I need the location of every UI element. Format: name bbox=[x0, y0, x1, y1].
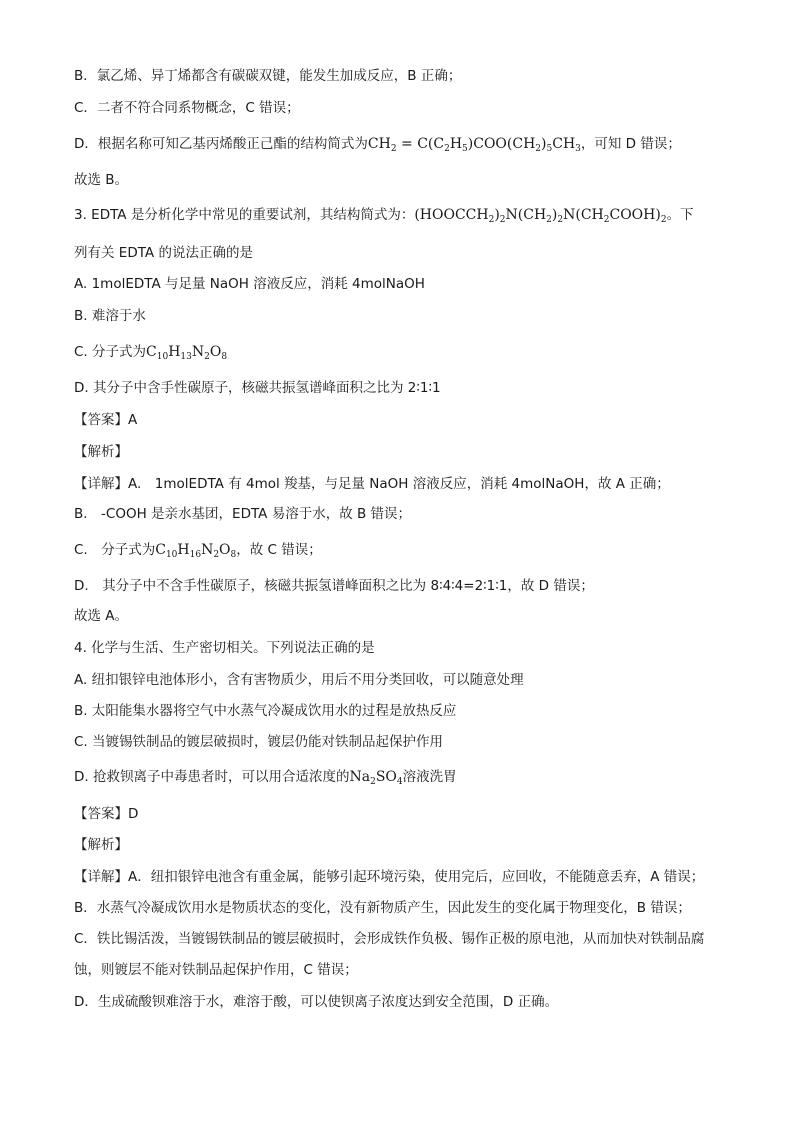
q2-analysis-d-text: D．根据名称可知乙基丙烯酸正己酯的结构简式为 bbox=[74, 136, 368, 152]
q3-stem bbox=[74, 205, 744, 225]
q3-stem-text: 3. EDTA 是分析化学中常见的重要试剂，其结构简式为： bbox=[74, 207, 415, 223]
q2-analysis-d-tail: ，可知 D 错误； bbox=[580, 136, 681, 152]
q4-option-d-text: D. 抢救钡离子中毒患者时，可以用合适浓度的 bbox=[74, 769, 350, 785]
q4-stem: 4. 化学与生活、生产密切相关。下列说法正确的是 bbox=[74, 640, 375, 656]
q4-option-d bbox=[74, 767, 744, 787]
q3-option-c-text: C. 分子式为 bbox=[74, 344, 147, 360]
q3-option-a: A. 1molEDTA 与足量 NaOH 溶液反应，消耗 4molNaOH bbox=[74, 276, 425, 292]
q3-detail-d: D. 其分子中不含手性碳原子，核磁共振氢谱峰面积之比为 8∶4∶4=2∶1∶1，故 D 错误； bbox=[74, 578, 594, 594]
q4-detail-c-cont: 蚀，则镀层不能对铁制品起保护作用，C 错误； bbox=[74, 962, 358, 978]
q4-analysis-title: 【解析】 bbox=[74, 837, 128, 853]
q3-detail-c-formula: $C_{10}H_{16}N_2O_8$ bbox=[155, 542, 237, 560]
q3-answer: 【答案】A bbox=[74, 412, 138, 428]
q3-detail-c bbox=[74, 540, 744, 560]
q3-option-b: B. 难溶于水 bbox=[74, 308, 146, 324]
q4-option-b: B. 太阳能集水器将空气中水蒸气冷凝成饮用水的过程是放热反应 bbox=[74, 703, 457, 719]
q4-option-a: A. 纽扣银锌电池体形小，含有害物质少，用后不用分类回收，可以随意处理 bbox=[74, 672, 524, 688]
q3-detail-b: B. -COOH 是亲水基团，EDTA 易溶于水，故 B 错误； bbox=[74, 506, 412, 522]
q4-detail-d: D．生成硫酸钡难溶于水，难溶于酸，可以使钡离子浓度达到安全范围，D 正确。 bbox=[74, 994, 559, 1010]
q3-detail-a: 【详解】A. 1molEDTA 有 4mol 羧基，与足量 NaOH 溶液反应，消耗 4molNaOH，故 A 正确； bbox=[74, 476, 670, 492]
q4-detail-a: 【详解】A．纽扣银锌电池含有重金属，能够引起环境污染，使用完后，应回收，不能随意丢弃，A 错误； bbox=[74, 869, 705, 885]
q4-answer: 【答案】D bbox=[74, 806, 139, 822]
q4-option-d-tail: 溶液洗胃 bbox=[402, 769, 457, 785]
q3-stem-tail: 。下 bbox=[666, 207, 694, 223]
q2-ester-formula: $CH_2 = C(C_2H_5)COO(CH_2)_5CH_3$ bbox=[367, 136, 581, 154]
q4-detail-c: C．铁比锡活泼，当镀锡铁制品的镀层破损时，会形成铁作负极、锡作正极的原电池，从而加快对铁制品腐 bbox=[74, 931, 705, 947]
q3-detail-c-text: C. 分子式为 bbox=[74, 542, 156, 558]
q3-edta-formula: $(HOOCCH_2)_2N(CH_2)_2N(CH_2COOH)_2$ bbox=[414, 207, 667, 225]
q3-option-c bbox=[74, 342, 744, 362]
q3-option-d: D. 其分子中含手性碳原子，核磁共振氢谱峰面积之比为 2∶1∶1 bbox=[74, 380, 441, 396]
q2-conclusion: 故选 B。 bbox=[74, 172, 129, 188]
q2-analysis-b: B．氯乙烯、异丁烯都含有碳碳双键，能发生加成反应，B 正确； bbox=[74, 68, 462, 84]
q2-analysis-d bbox=[74, 134, 744, 154]
q4-sodium-sulfate-formula: $Na_2SO_4$ bbox=[349, 769, 403, 787]
q3-analysis-title: 【解析】 bbox=[74, 444, 128, 460]
q3-conclusion: 故选 A。 bbox=[74, 608, 129, 624]
q2-analysis-c: C．二者不符合同系物概念，C 错误； bbox=[74, 100, 300, 116]
q3-stem-line2: 列有关 EDTA 的说法正确的是 bbox=[74, 245, 253, 261]
q3-detail-c-tail: ，故 C 错误； bbox=[236, 542, 322, 558]
q3-option-c-formula: $C_{10}H_{13}N_2O_8$ bbox=[146, 344, 228, 362]
q4-option-c: C. 当镀锡铁制品的镀层破损时，镀层仍能对铁制品起保护作用 bbox=[74, 734, 444, 750]
q4-detail-b: B．水蒸气冷凝成饮用水是物质状态的变化，没有新物质产生，因此发生的变化属于物理变化，B 错误； bbox=[74, 900, 691, 916]
